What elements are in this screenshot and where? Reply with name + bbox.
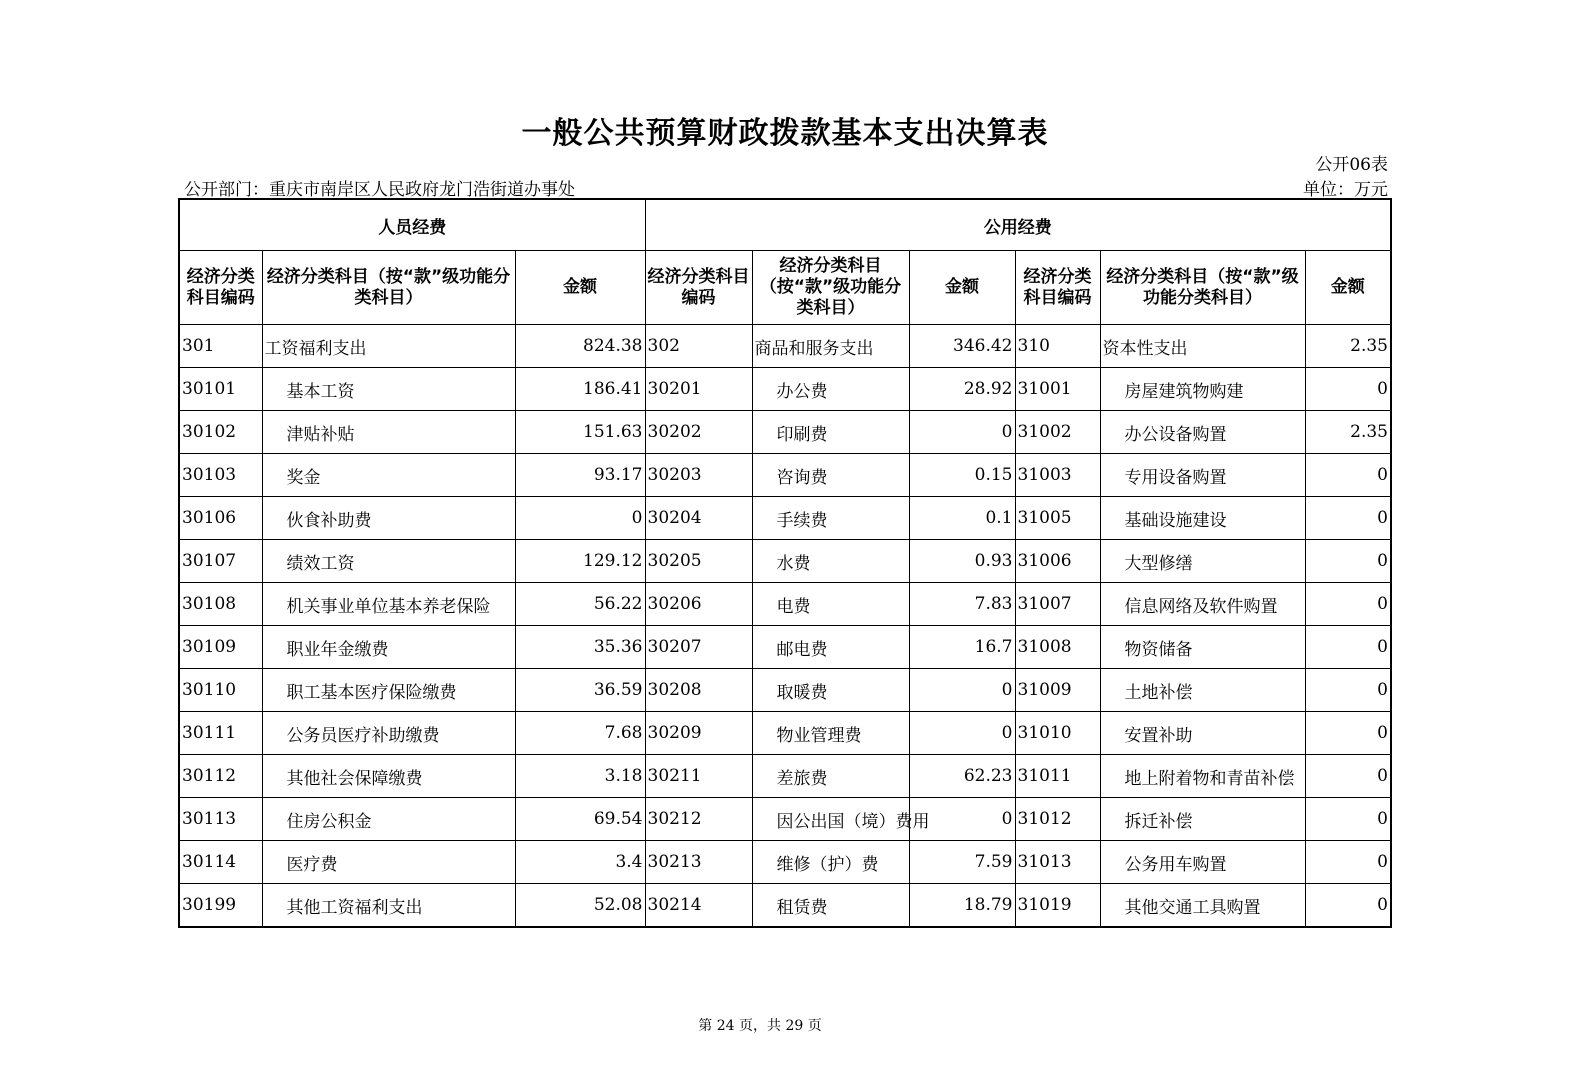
cell-code: 30206	[645, 583, 752, 626]
table-row	[179, 325, 1391, 368]
form-number: 公开06表	[1315, 155, 1388, 175]
table-row	[179, 626, 1391, 669]
cell-name: 职工基本医疗保险缴费	[262, 669, 515, 712]
table-row	[179, 669, 1391, 712]
cell-amount: 0	[1305, 841, 1391, 884]
cell-name: 公务员医疗补助缴费	[262, 712, 515, 755]
cell-code: 302	[645, 325, 752, 368]
cell-amount: 35.36	[515, 626, 645, 669]
column-header-row	[179, 251, 1391, 325]
cell-code: 30101	[179, 368, 262, 411]
cell-code: 30109	[179, 626, 262, 669]
cell-code: 30208	[645, 669, 752, 712]
cell-name: 基础设施建设	[1100, 497, 1305, 540]
cell-code: 31010	[1015, 712, 1100, 755]
header-amount: 金额	[909, 251, 1015, 325]
cell-name: 地上附着物和青苗补偿	[1100, 755, 1305, 798]
header-amount: 金额	[515, 251, 645, 325]
cell-amount: 93.17	[515, 454, 645, 497]
cell-code: 30106	[179, 497, 262, 540]
cell-name: 咨询费	[752, 454, 909, 497]
cell-code: 31011	[1015, 755, 1100, 798]
header-name: 经济分类科目（按“款”级功能分类科目）	[752, 251, 909, 325]
department-label: 公开部门：重庆市南岸区人民政府龙门浩街道办事处	[184, 180, 575, 200]
cell-amount: 0	[1305, 497, 1391, 540]
cell-code: 31013	[1015, 841, 1100, 884]
cell-amount: 0	[909, 411, 1015, 454]
cell-amount: 3.4	[515, 841, 645, 884]
table-row	[179, 583, 1391, 626]
table-row	[179, 497, 1391, 540]
cell-amount: 36.59	[515, 669, 645, 712]
cell-name: 其他社会保障缴费	[262, 755, 515, 798]
cell-amount: 0.1	[909, 497, 1015, 540]
cell-code: 30207	[645, 626, 752, 669]
cell-name: 基本工资	[262, 368, 515, 411]
cell-amount: 0	[1305, 884, 1391, 928]
cell-name: 手续费	[752, 497, 909, 540]
cell-amount: 7.83	[909, 583, 1015, 626]
cell-name: 公务用车购置	[1100, 841, 1305, 884]
cell-code: 30203	[645, 454, 752, 497]
cell-name: 维修（护）费	[752, 841, 909, 884]
unit-label: 单位：万元	[1303, 180, 1388, 200]
expenditure-table	[178, 198, 1392, 928]
cell-amount: 0	[909, 798, 1015, 841]
page-title: 一般公共预算财政拨款基本支出决算表	[521, 116, 1049, 151]
table-row	[179, 368, 1391, 411]
cell-name: 机关事业单位基本养老保险	[262, 583, 515, 626]
cell-name: 信息网络及软件购置	[1100, 583, 1305, 626]
cell-name: 土地补偿	[1100, 669, 1305, 712]
cell-amount: 186.41	[515, 368, 645, 411]
cell-code: 310	[1015, 325, 1100, 368]
cell-code: 30204	[645, 497, 752, 540]
cell-name: 安置补助	[1100, 712, 1305, 755]
cell-code: 30213	[645, 841, 752, 884]
cell-amount: 0.93	[909, 540, 1015, 583]
cell-amount: 7.68	[515, 712, 645, 755]
section-public: 公用经费	[645, 199, 1391, 251]
cell-name: 物业管理费	[752, 712, 909, 755]
cell-name: 拆迁补偿	[1100, 798, 1305, 841]
cell-amount: 2.35	[1305, 411, 1391, 454]
cell-name: 奖金	[262, 454, 515, 497]
cell-name: 工资福利支出	[262, 325, 515, 368]
header-code: 经济分类科目编码	[645, 251, 752, 325]
cell-amount: 0	[515, 497, 645, 540]
cell-name: 其他工资福利支出	[262, 884, 515, 928]
cell-code: 31001	[1015, 368, 1100, 411]
cell-name: 租赁费	[752, 884, 909, 928]
cell-code: 30201	[645, 368, 752, 411]
cell-code: 30110	[179, 669, 262, 712]
cell-name: 房屋建筑物购建	[1100, 368, 1305, 411]
cell-amount: 0	[1305, 583, 1391, 626]
cell-name: 大型修缮	[1100, 540, 1305, 583]
cell-name: 因公出国（境）费用	[752, 798, 909, 841]
cell-code: 30114	[179, 841, 262, 884]
table-row	[179, 712, 1391, 755]
cell-code: 30102	[179, 411, 262, 454]
cell-name: 医疗费	[262, 841, 515, 884]
header-amount: 金额	[1305, 251, 1391, 325]
table-body	[179, 325, 1391, 928]
cell-amount: 69.54	[515, 798, 645, 841]
cell-amount: 28.92	[909, 368, 1015, 411]
cell-code: 30108	[179, 583, 262, 626]
cell-amount: 3.18	[515, 755, 645, 798]
cell-code: 31008	[1015, 626, 1100, 669]
cell-name: 专用设备购置	[1100, 454, 1305, 497]
cell-code: 31012	[1015, 798, 1100, 841]
header-name: 经济分类科目（按“款”级功能分类科目）	[1100, 251, 1305, 325]
cell-amount: 56.22	[515, 583, 645, 626]
cell-amount: 62.23	[909, 755, 1015, 798]
cell-name: 物资储备	[1100, 626, 1305, 669]
cell-amount: 0	[1305, 798, 1391, 841]
cell-code: 30214	[645, 884, 752, 928]
cell-amount: 52.08	[515, 884, 645, 928]
cell-name: 绩效工资	[262, 540, 515, 583]
cell-code: 30209	[645, 712, 752, 755]
cell-code: 31007	[1015, 583, 1100, 626]
cell-name: 取暖费	[752, 669, 909, 712]
cell-amount: 346.42	[909, 325, 1015, 368]
table-row	[179, 454, 1391, 497]
cell-name: 职业年金缴费	[262, 626, 515, 669]
cell-name: 伙食补助费	[262, 497, 515, 540]
cell-name: 印刷费	[752, 411, 909, 454]
cell-amount: 0	[1305, 540, 1391, 583]
cell-code: 30199	[179, 884, 262, 928]
cell-code: 30112	[179, 755, 262, 798]
cell-code: 31019	[1015, 884, 1100, 928]
cell-code: 30212	[645, 798, 752, 841]
cell-amount: 0	[909, 669, 1015, 712]
cell-amount: 0	[1305, 454, 1391, 497]
cell-name: 资本性支出	[1100, 325, 1305, 368]
cell-code: 31009	[1015, 669, 1100, 712]
cell-name: 商品和服务支出	[752, 325, 909, 368]
cell-amount: 151.63	[515, 411, 645, 454]
cell-name: 住房公积金	[262, 798, 515, 841]
section-header-row	[179, 199, 1391, 251]
cell-amount: 0.15	[909, 454, 1015, 497]
cell-name: 水费	[752, 540, 909, 583]
cell-code: 31005	[1015, 497, 1100, 540]
cell-amount: 0	[1305, 669, 1391, 712]
cell-name: 差旅费	[752, 755, 909, 798]
cell-name: 办公设备购置	[1100, 411, 1305, 454]
cell-code: 31006	[1015, 540, 1100, 583]
section-personnel: 人员经费	[179, 199, 645, 251]
cell-amount: 18.79	[909, 884, 1015, 928]
cell-name: 电费	[752, 583, 909, 626]
cell-code: 30211	[645, 755, 752, 798]
cell-amount: 0	[1305, 626, 1391, 669]
cell-name: 其他交通工具购置	[1100, 884, 1305, 928]
cell-code: 30202	[645, 411, 752, 454]
cell-amount: 7.59	[909, 841, 1015, 884]
cell-amount: 0	[1305, 712, 1391, 755]
header-code: 经济分类科目编码	[1015, 251, 1100, 325]
cell-amount: 0	[909, 712, 1015, 755]
header-code: 经济分类科目编码	[179, 251, 262, 325]
cell-name: 邮电费	[752, 626, 909, 669]
cell-name: 津贴补贴	[262, 411, 515, 454]
cell-code: 31002	[1015, 411, 1100, 454]
cell-code: 30111	[179, 712, 262, 755]
cell-code: 30113	[179, 798, 262, 841]
cell-code: 30205	[645, 540, 752, 583]
cell-code: 301	[179, 325, 262, 368]
page-footer: 第 24 页，共 29 页	[698, 1018, 822, 1034]
cell-amount: 129.12	[515, 540, 645, 583]
cell-amount: 0	[1305, 755, 1391, 798]
cell-code: 31003	[1015, 454, 1100, 497]
table-row	[179, 841, 1391, 884]
table-row	[179, 884, 1391, 928]
cell-amount: 2.35	[1305, 325, 1391, 368]
table-row	[179, 540, 1391, 583]
cell-amount: 16.7	[909, 626, 1015, 669]
table-row	[179, 411, 1391, 454]
cell-code: 30103	[179, 454, 262, 497]
cell-code: 30107	[179, 540, 262, 583]
table-row	[179, 798, 1391, 841]
cell-name: 办公费	[752, 368, 909, 411]
cell-amount: 824.38	[515, 325, 645, 368]
table-row	[179, 755, 1391, 798]
cell-amount: 0	[1305, 368, 1391, 411]
header-name: 经济分类科目（按“款”级功能分类科目）	[262, 251, 515, 325]
